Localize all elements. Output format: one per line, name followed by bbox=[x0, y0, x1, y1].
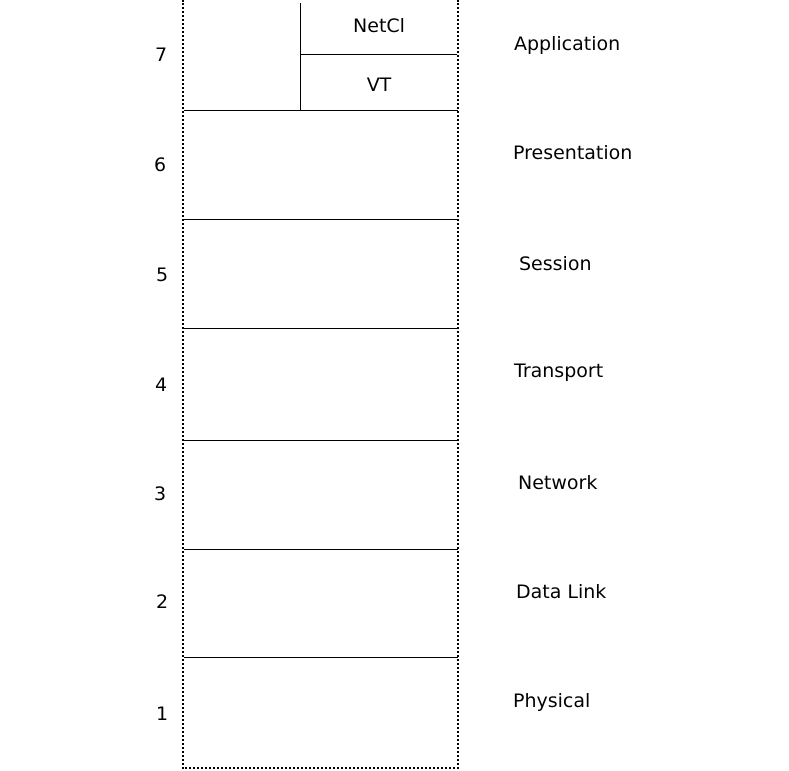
sublayer-vt: VT bbox=[366, 74, 392, 96]
layer-number-7: 7 bbox=[154, 44, 168, 66]
sublayer-netcl: NetCl bbox=[353, 15, 405, 37]
separator-5-4 bbox=[184, 328, 458, 329]
layer-number-5: 5 bbox=[155, 264, 169, 286]
separator-4-3 bbox=[184, 440, 458, 441]
layer-number-6: 6 bbox=[153, 154, 167, 176]
separator-3-2 bbox=[184, 549, 458, 550]
layer-name-transport: Transport bbox=[514, 360, 604, 382]
layer-number-2: 2 bbox=[155, 591, 169, 613]
layer-name-data-link: Data Link bbox=[516, 581, 607, 603]
layer-stack-box bbox=[182, 0, 459, 769]
layer-name-presentation: Presentation bbox=[513, 142, 633, 164]
layer-number-3: 3 bbox=[153, 483, 167, 505]
separator-6-5 bbox=[184, 219, 458, 220]
layer-name-application: Application bbox=[514, 33, 621, 55]
application-divider-horizontal bbox=[301, 54, 457, 55]
separator-7-6 bbox=[184, 110, 458, 111]
layer-number-4: 4 bbox=[154, 374, 168, 396]
layer-number-1: 1 bbox=[155, 703, 169, 725]
layer-name-physical: Physical bbox=[513, 690, 591, 712]
layer-name-session: Session bbox=[519, 253, 592, 275]
layer-name-network: Network bbox=[518, 472, 598, 494]
separator-2-1 bbox=[184, 657, 458, 658]
